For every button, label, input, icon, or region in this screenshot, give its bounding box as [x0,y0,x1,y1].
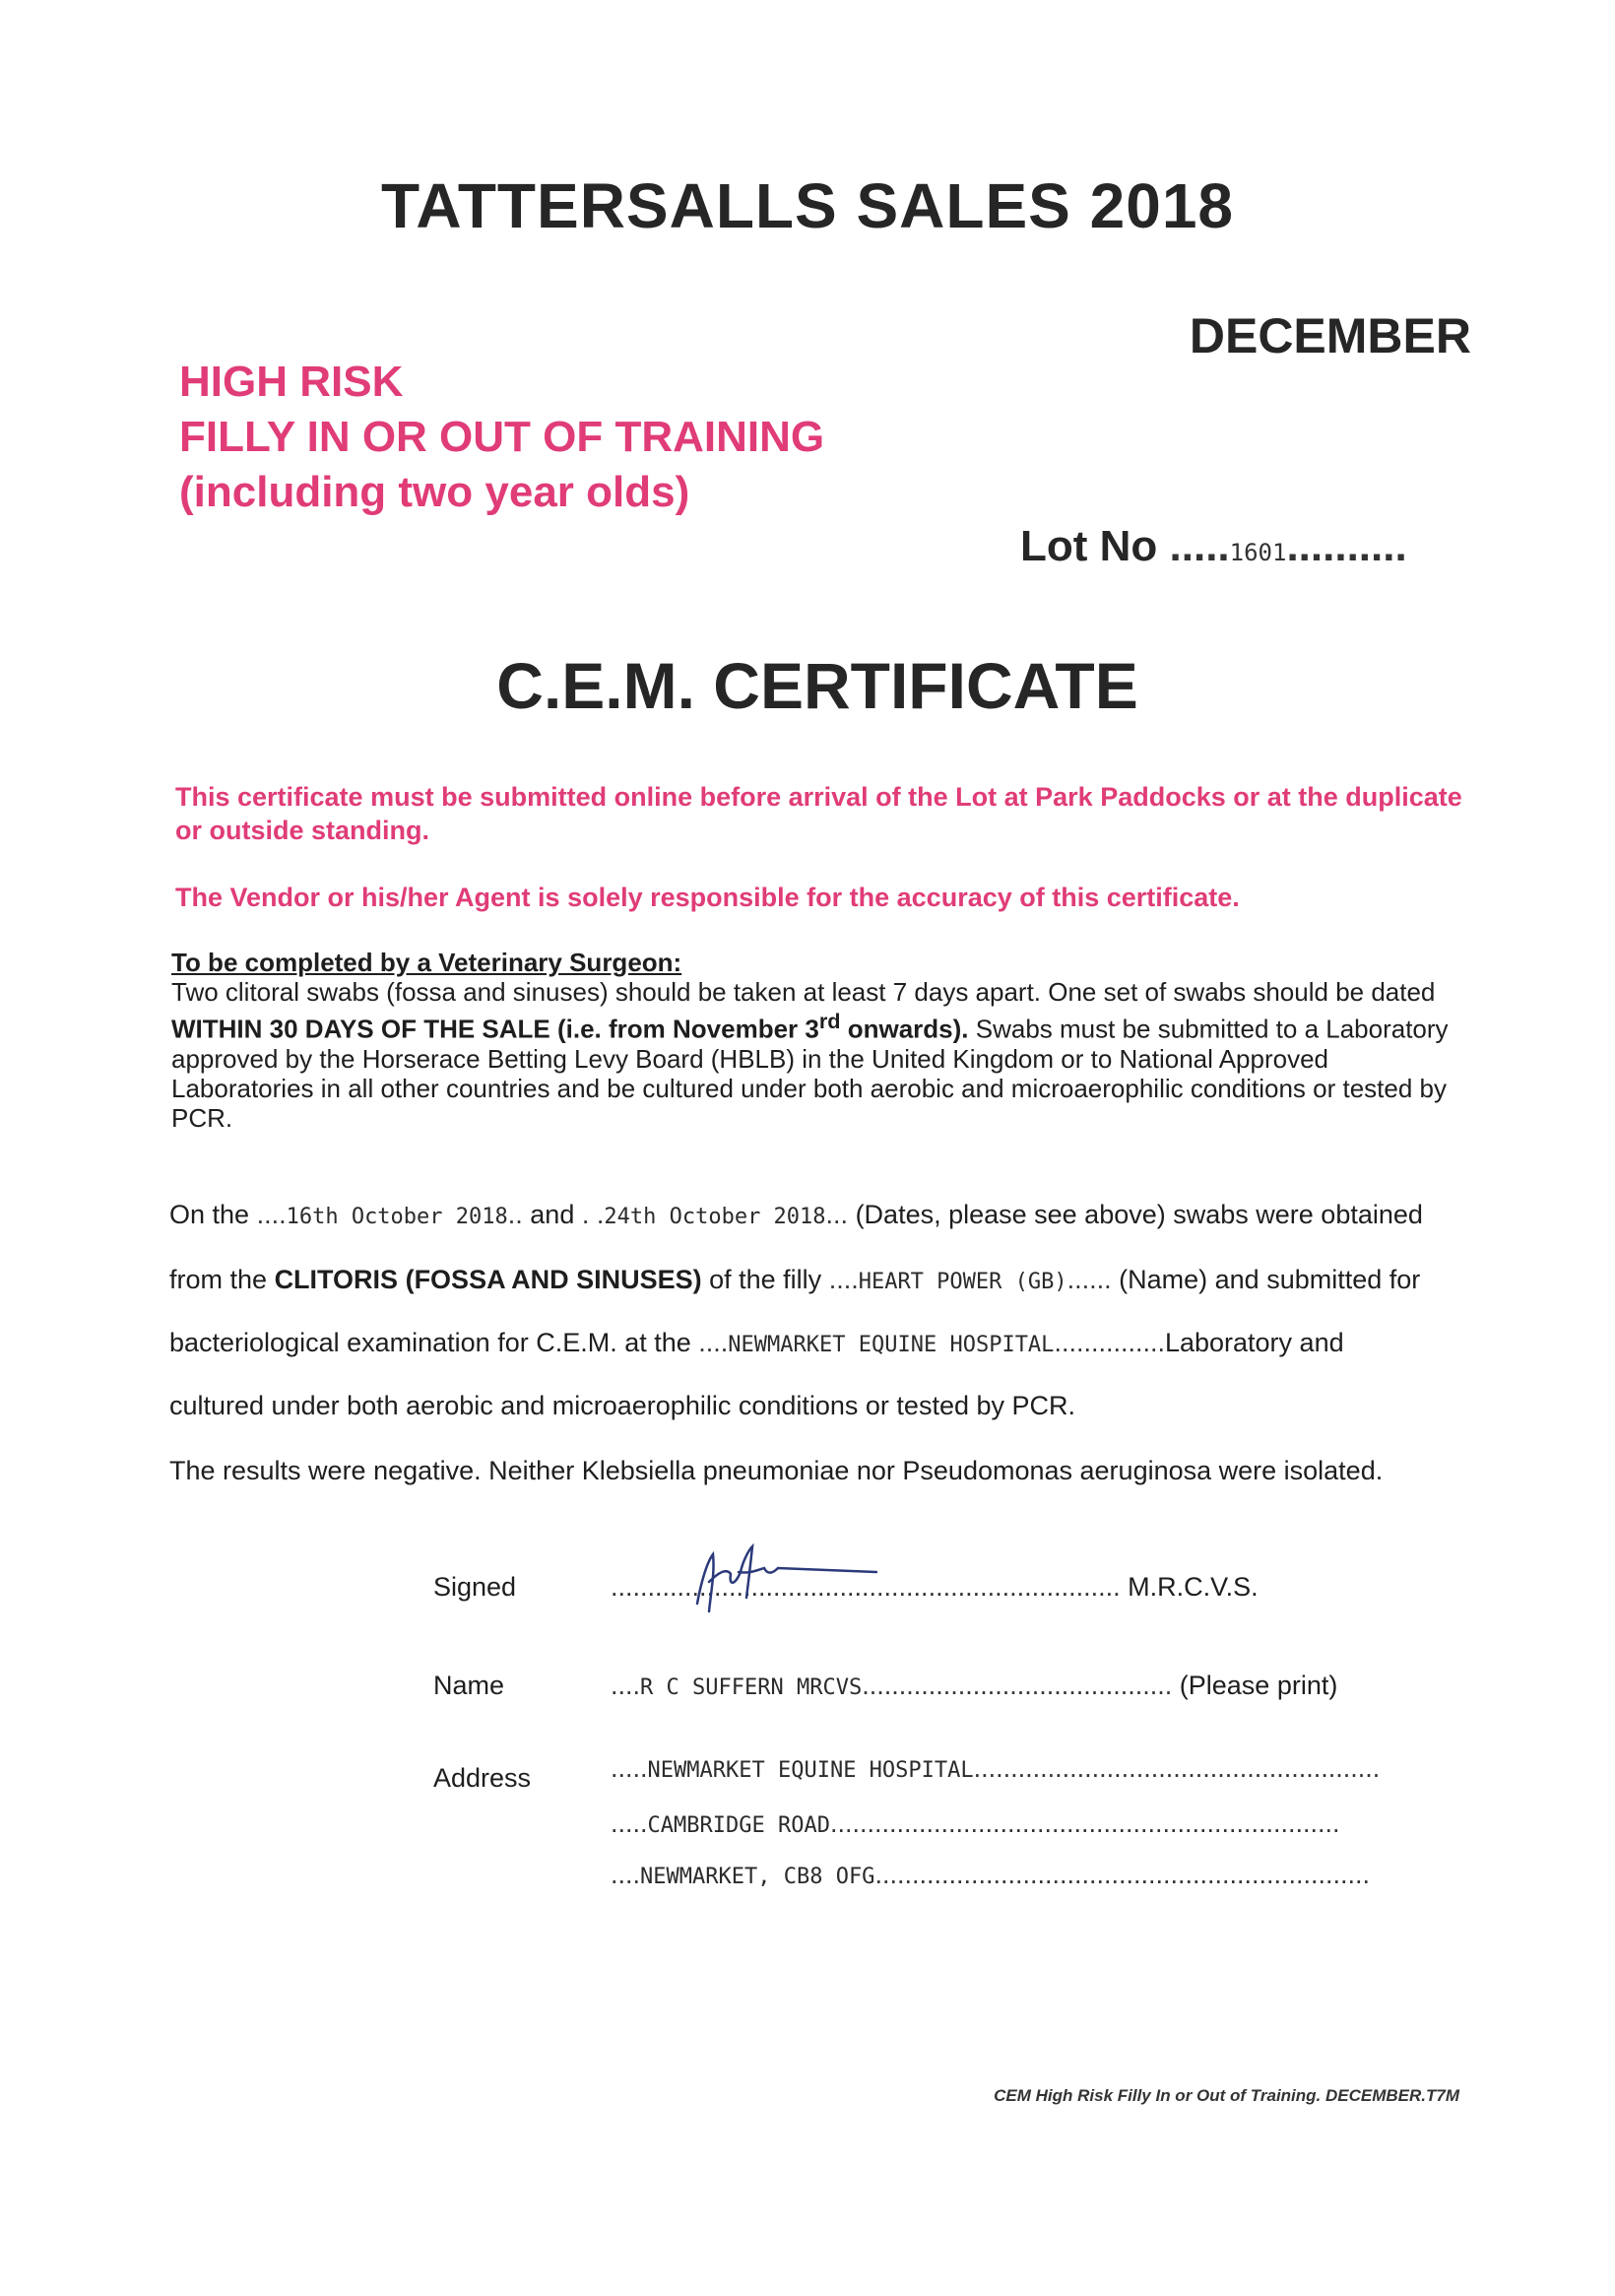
lot-number: Lot No .....1601.......... [1020,522,1407,570]
please-print-note: (Please print) [1179,1671,1338,1700]
statement-filly-line: from the CLITORIS (FOSSA AND SINUSES) of the filly ....HEART POWER (GB)...... (Name) and submitted for [169,1265,1421,1294]
lot-label: Lot No [1020,522,1158,570]
statement-culture-line: cultured under both aerobic and microaerophilic conditions or tested by PCR. [169,1391,1076,1420]
swab-site: CLITORIS (FOSSA AND SINUSES) [274,1265,702,1294]
risk-category [179,355,824,520]
signature-image [679,1542,896,1621]
risk-line-3: (including two year olds) [179,468,690,516]
swab-date-1: 16th October 2018 [286,1205,508,1229]
risk-line-2: FILLY IN OR OUT OF TRAINING [179,413,825,461]
vet-instructions [171,948,1469,1133]
footer-reference: CEM High Risk Filly In or Out of Training. DECEMBER.T7M [994,2086,1459,2105]
statement-dates-line: On the ....16th October 2018.. and . .24th October 2018... (Dates, please see above) swabs were obtained [169,1200,1423,1229]
document-title: TATTERSALLS SALES 2018 [381,170,1234,241]
address-label: Address [433,1763,532,1793]
filly-name: HEART POWER (GB) [858,1270,1067,1294]
name-field: ....R C SUFFERN MRCVS.......................................... (Please print) [611,1671,1338,1700]
sale-month: DECEMBER [1189,308,1471,363]
submit-notice: This certificate must be submitted online before arrival of the Lot at Park Paddocks or at the duplicate or outside standing. [175,782,1462,845]
risk-line-1: HIGH RISK [179,358,404,406]
vet-name-value: R C SUFFERN MRCVS [640,1675,863,1700]
address-line-2: .....CAMBRIDGE ROAD..................................................................... [611,1808,1340,1838]
address-line-3: ....NEWMARKET, CB8 OFG................................................................... [611,1860,1371,1889]
address-line-1: .....NEWMARKET EQUINE HOSPITAL....................................................... [611,1753,1381,1783]
statement-results-line: The results were negative. Neither Klebsiella pneumoniae nor Pseudomonas aeruginosa were isolated. [169,1456,1384,1485]
vet-instructions-body: Two clitoral swabs (fossa and sinuses) should be taken at least 7 days apart. One set of swabs should be dated WITHIN 30 DAYS OF THE SALE (i.e. from November 3rd onwards). Swabs must be submitted to a Laboratory approved by the Horserace Betting Levy Board (HBLB) in the United Kingdom or to National Approved Laboratories in all other countries and be cultured under both aerobic and microaerophilic conditions or tested by PCR. [171,977,1449,1133]
statement-lab-line: bacteriological examination for C.E.M. at the ....NEWMARKET EQUINE HOSPITAL...............Laboratory and [169,1328,1344,1357]
lot-value: 1601 [1229,539,1287,566]
certificate-title: C.E.M. CERTIFICATE [496,649,1138,722]
vet-instructions-heading: To be completed by a Veterinary Surgeon: [171,948,682,977]
signed-label: Signed [433,1572,517,1602]
signature-field: ..................................................................... M.R.C.V.S. [611,1572,1259,1602]
mrcvs-suffix: M.R.C.V.S. [1128,1572,1259,1602]
swab-date-2: 24th October 2018 [604,1205,826,1229]
name-label: Name [433,1671,505,1700]
laboratory-name: NEWMARKET EQUINE HOSPITAL [728,1333,1055,1357]
responsibility-notice: The Vendor or his/her Agent is solely responsible for the accuracy of this certificate. [175,883,1240,912]
